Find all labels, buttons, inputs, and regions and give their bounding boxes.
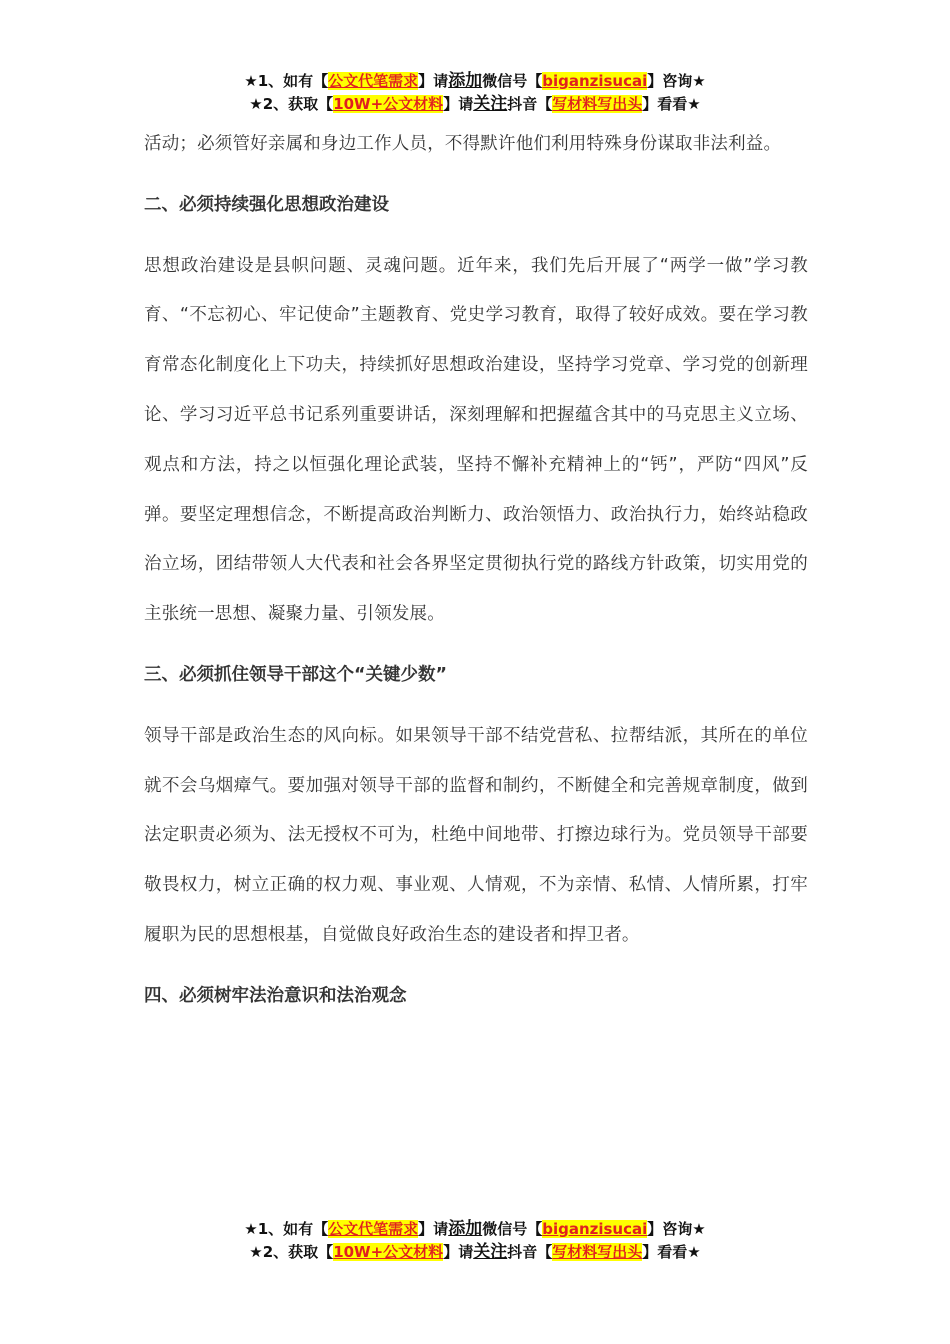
highlight-service: 公文代笔需求	[328, 1220, 419, 1238]
banner-text: 】请	[418, 72, 449, 90]
banner-text: 】咨询★	[647, 1220, 706, 1238]
banner-text: ★1、如有【	[244, 72, 329, 90]
banner-line-2	[0, 1241, 950, 1264]
banner-text: 】请	[443, 1243, 474, 1261]
section-heading-3: 三、必须抓住领导干部这个“关键少数”	[144, 664, 448, 685]
highlight-materials: 10W+公文材料	[333, 1243, 444, 1261]
banner-text: ★1、如有【	[244, 1220, 329, 1238]
section-heading-4: 四、必须树牢法治意识和法治观念	[144, 985, 407, 1006]
banner-text: 】请	[418, 1220, 449, 1238]
paragraph-section-2: 思想政治建设是县帜问题、灵魂问题。近年来，我们先后开展了“两学一做”学习教育、“不忘初心、牢记使命”主题教育、党史学习教育，取得了较好成效。要在学习教育常态化制度化上下功夫，持续抓好思想政治建设，坚持学习党章、学习党的创新理论、学习习近平总书记系列重要讲话，深刻理解和把握蕴含其中的马克思主义立场、观点和方法，持之以恒强化理论武装，坚持不懈补充精神上的“钙”，严防“四风”反弹。要坚定理想信念，不断提高政治判断力、政治领悟力、政治执行力，始终站稳政治立场，团结带领人大代表和社会各界坚定贯彻执行党的路线方针政策，切实用党的主张统一思想、凝聚力量、引领发展。	[144, 255, 808, 625]
highlight-wechat-id: biganzisucai	[542, 1220, 648, 1238]
banner-text: ★2、获取【	[249, 1243, 334, 1261]
banner-line-2	[0, 93, 950, 116]
banner-text: ★2、获取【	[249, 95, 334, 113]
highlight-douyin-account: 写材料写出头	[552, 95, 643, 113]
banner-text: 】看看★	[642, 95, 701, 113]
header-banner	[0, 70, 950, 116]
banner-text: 】看看★	[642, 1243, 701, 1261]
banner-text: 抖音【	[507, 95, 553, 113]
emphasis-word: 添加	[448, 1219, 483, 1239]
highlight-service: 公文代笔需求	[328, 72, 419, 90]
banner-line-1	[0, 1218, 950, 1241]
paragraph-continuation: 活动；必须管好亲属和身边工作人员，不得默许他们利用特殊身份谋取非法利益。	[144, 134, 782, 154]
section-heading-2: 二、必须持续强化思想政治建设	[144, 194, 389, 215]
banner-text: 】咨询★	[647, 72, 706, 90]
banner-text: 抖音【	[507, 1243, 553, 1261]
banner-text: 微信号【	[482, 1220, 543, 1238]
emphasis-word: 关注	[473, 1242, 508, 1262]
highlight-wechat-id: biganzisucai	[542, 72, 648, 90]
document-body	[144, 120, 808, 1033]
highlight-douyin-account: 写材料写出头	[552, 1243, 643, 1261]
footer-banner	[0, 1218, 950, 1264]
banner-line-1	[0, 70, 950, 93]
emphasis-word: 添加	[448, 71, 483, 91]
emphasis-word: 关注	[473, 94, 508, 114]
banner-text: 】请	[443, 95, 474, 113]
highlight-materials: 10W+公文材料	[333, 95, 444, 113]
paragraph-section-3: 领导干部是政治生态的风向标。如果领导干部不结党营私、拉帮结派，其所在的单位就不会乌烟瘴气。要加强对领导干部的监督和制约，不断健全和完善规章制度，做到法定职责必须为、法无授权不可为，杜绝中间地带、打擦边球行为。党员领导干部要敬畏权力，树立正确的权力观、事业观、人情观，不为亲情、私情、人情所累，打牢履职为民的思想根基，自觉做良好政治生态的建设者和捍卫者。	[144, 725, 808, 945]
banner-text: 微信号【	[482, 72, 543, 90]
